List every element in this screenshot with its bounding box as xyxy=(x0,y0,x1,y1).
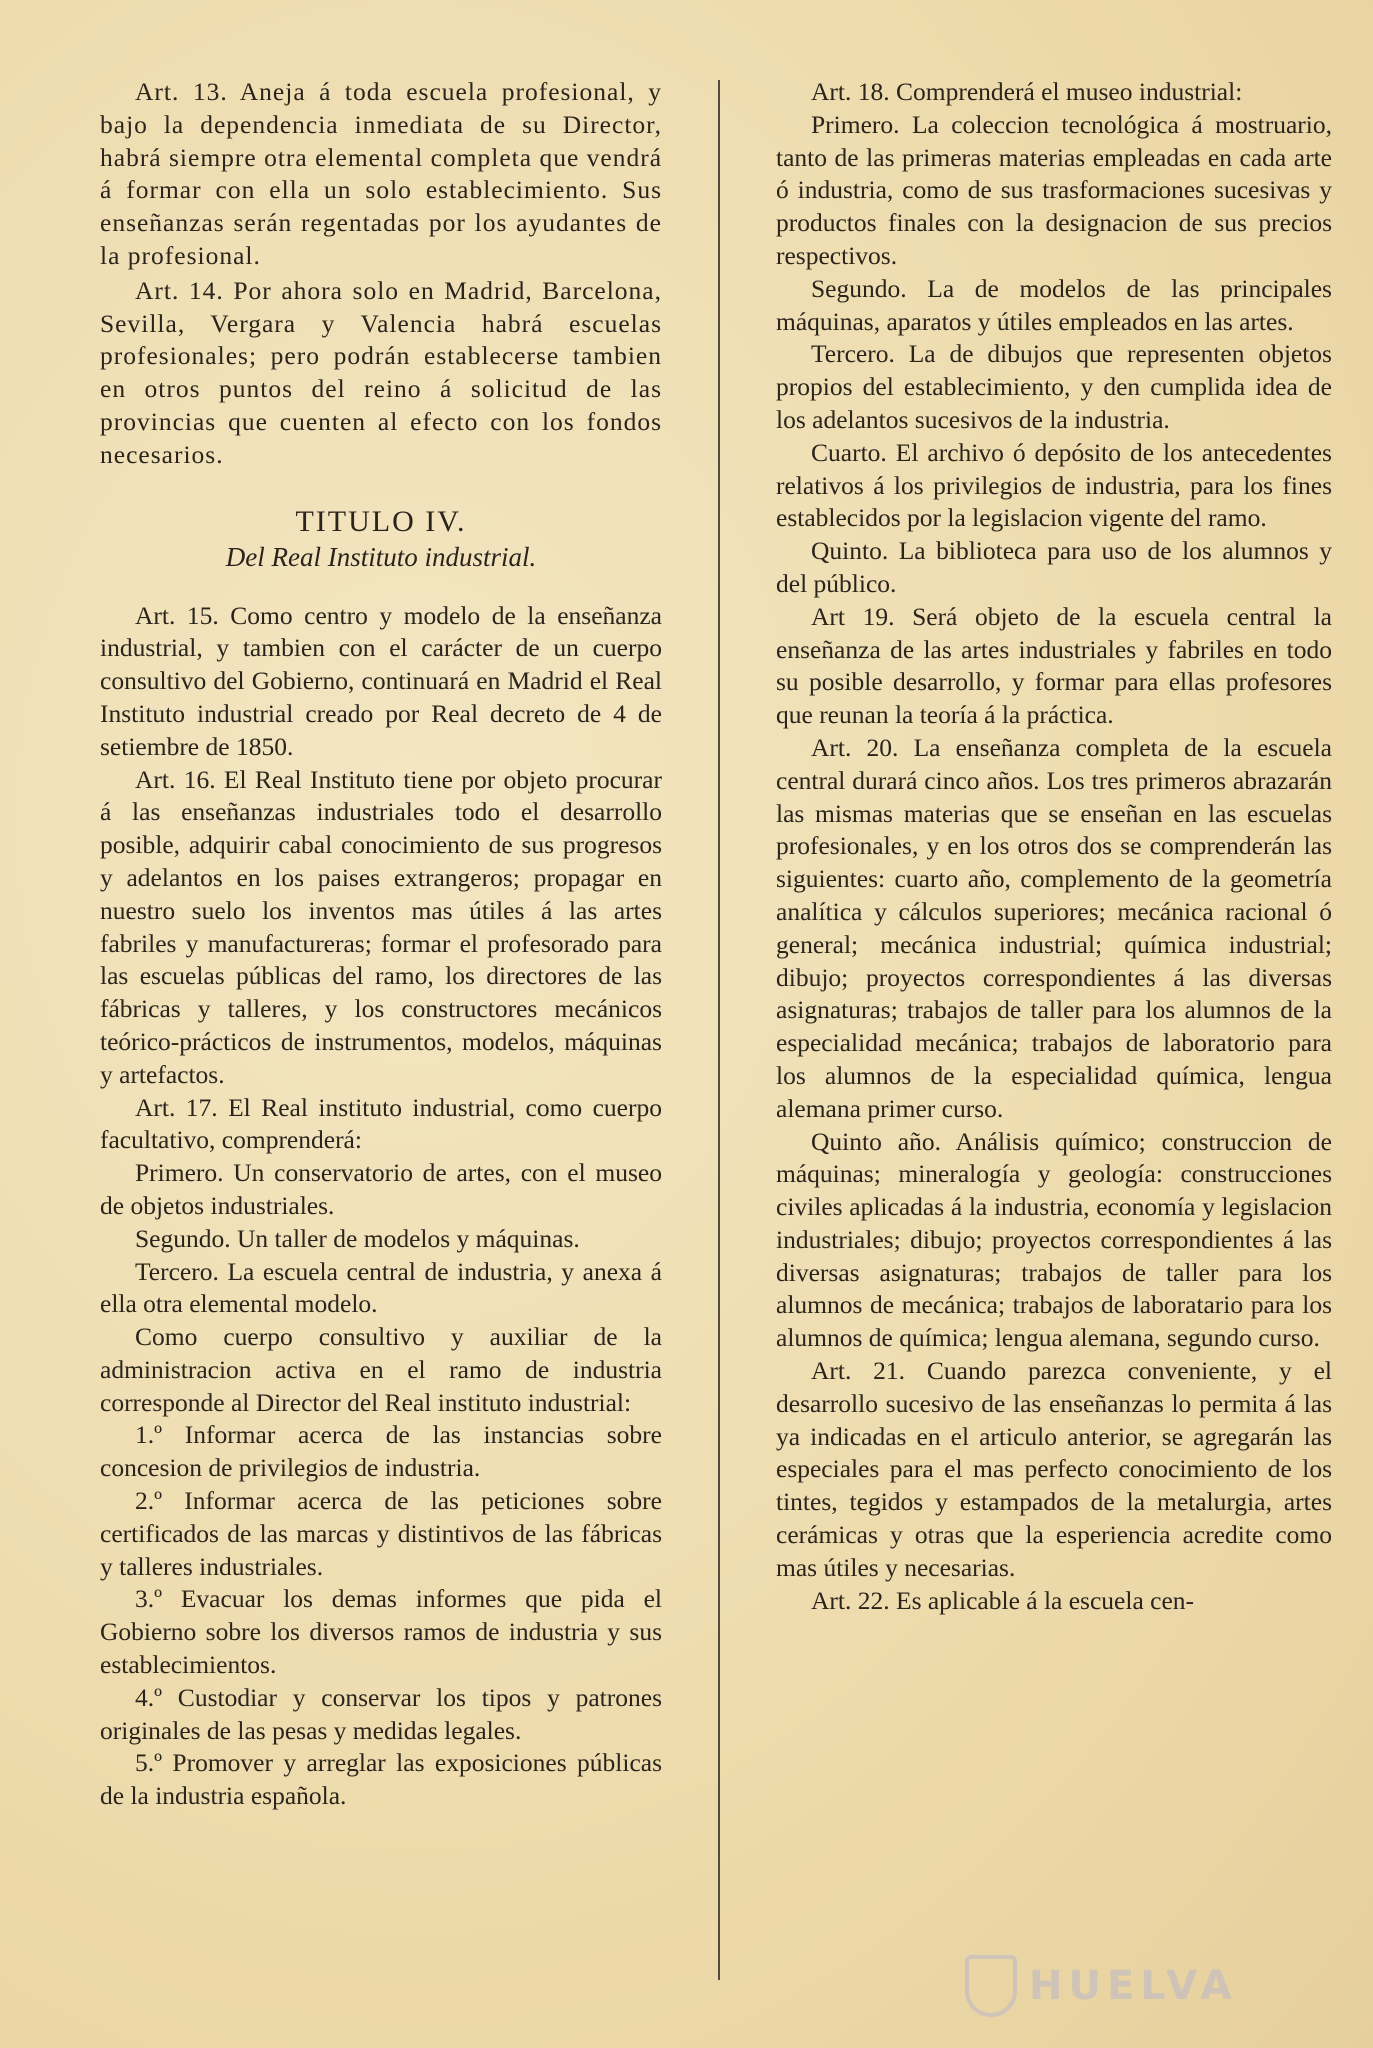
article-21: Art. 21. Cuando parezca conveniente, y el desarrollo sucesivo de las enseñanzas lo permita á las ya indicadas en el articulo anterior, se agregarán las especiales para el mas perfecto conocimiento de los tintes, tegidos y estampados de la metalurgia, artes cerámicas y otras que la esperiencia acredite como mas útiles y necesarias. xyxy=(776,1356,1332,1582)
duty-3: 3.º Evacuar los demas informes que pida el Gobierno sobre los diversos ramos de industria y sus establecimientos. xyxy=(100,1584,662,1680)
watermark-text: HUELVA xyxy=(1029,1963,1238,2009)
list-item-primero: Primero. Un conservatorio de artes, con el museo de objetos industriales. xyxy=(100,1158,662,1220)
article-15: Art. 15. Como centro y modelo de la enseñanza industrial, y tambien con el carácter de un cuerpo consultivo del Gobierno, continuará en Madrid el Real Instituto industrial creado por Real decreto de 4 de setiembre de 1850. xyxy=(100,600,662,761)
left-column xyxy=(100,76,662,1813)
article-19: Art 19. Será objeto de la escuela central la enseñanza de las artes industriales y fabriles en todo su posible desarrollo, y formar para ellas profesores que reunan la teoría á la práctica. xyxy=(776,601,1332,730)
museum-cuarto: Cuarto. El archivo ó depósito de los antecedentes relativos á los privilegios de industria, para los fines establecidos por la legislacion vigente del ramo. xyxy=(776,437,1332,533)
quinto-ano: Quinto año. Análisis químico; construccion de máquinas; mineralogía y geología: construcciones civiles aplicadas á la industria, economía y legislacion industriales; dibujo; proyectos correspondientes á las diversas asignaturas; trabajos de taller para los alumnos de mecánica; trabajos de laboratario para los alumnos de química; lengua alemana, segundo curso. xyxy=(776,1126,1332,1353)
section-subheading: Del Real Instituto industrial. xyxy=(225,541,537,572)
archive-watermark xyxy=(965,1955,1237,2017)
article-22: Art. 22. Es aplicable á la escuela cen- xyxy=(811,1585,1195,1615)
duty-5: 5.º Promover y arreglar las exposiciones públicas de la industria española. xyxy=(100,1748,662,1811)
museum-quinto: Quinto. La biblioteca para uso de los alumnos y del público. xyxy=(776,536,1332,598)
duty-1: 1.º Informar acerca de las instancias sobre concesion de privilegios de industria. xyxy=(100,1420,662,1483)
section-heading: TITULO IV. xyxy=(295,504,467,538)
article-18: Art. 18. Comprenderá el museo industrial: xyxy=(811,77,1243,106)
museum-primero: Primero. La coleccion tecnológica á mostruario, tanto de las primeras materias empleadas en cada arte ó industria, como de sus trasformaciones sucesivas y productos finales con la designacion de sus precios respectivos. xyxy=(776,109,1332,270)
duty-2: 2.º Informar acerca de las peticiones sobre certificados de las marcas y distintivos de las fábricas y talleres industriales. xyxy=(100,1486,662,1581)
duty-4: 4.º Custodiar y conservar los tipos y patrones originales de las pesas y medidas legales. xyxy=(100,1682,662,1745)
article-16: Art. 16. El Real Instituto tiene por objeto procurar á las enseñanzas industriales todo el desarrollo posible, adquirir cabal conocimiento de sus progresos y adelantos en los paises extrangeros; propagar en nuestro suelo los inventos mas útiles á las artes fabriles y manufactureras; formar el profesorado para las escuelas públicas del ramo, los directores de las fábricas y talleres, y los constructores mecánicos teórico-prácticos de instrumentos, modelos, máquinas y artefactos. xyxy=(100,764,662,1089)
article-13: Art. 13. Aneja á toda escuela profesional, y bajo la dependencia inmediata de su Director, habrá siempre otra elemental completa que vendrá á formar con ella un solo establecimiento. Sus enseñanzas serán regentadas por los ayudantes de la profesional. xyxy=(100,77,663,270)
article-17: Art. 17. El Real instituto industrial, como cuerpo facultativo, comprenderá: xyxy=(100,1092,662,1155)
crest-icon xyxy=(965,1955,1017,2017)
consultive-intro: Como cuerpo consultivo y auxiliar de la administracion activa en el ramo de industria corresponde al Director del Real instituto industrial: xyxy=(100,1322,662,1417)
article-14: Art. 14. Por ahora solo en Madrid, Barcelona, Sevilla, Vergara y Valencia habrá escuelas profesionales; pero podrán establecerse tambien en otros puntos del reino á solicitud de las provincias que cuenten al efecto con los fondos necesarios. xyxy=(100,275,662,469)
right-column xyxy=(776,76,1332,1617)
article-20: Art. 20. La enseñanza completa de la escuela central durará cinco años. Los tres primeros abrazarán las mismas materias que se enseñan en las escuelas profesionales, y en los otros dos se comprenderán las siguientes: cuarto año, complemento de la geometría analítica y cálculos superiores; mecánica racional ó general; mecánica industrial; química industrial; dibujo; proyectos correspondientes á las diversas asignaturas; trabajos de taller para los alumnos de la especialidad mecánica; trabajos de laboratorio para los alumnos de la especialidad química, lengua alemana primer curso. xyxy=(776,732,1332,1123)
list-item-segundo: Segundo. Un taller de modelos y máquinas. xyxy=(135,1223,580,1253)
museum-tercero: Tercero. La de dibujos que representen objetos propios del establecimiento, y den cumplida idea de los adelantos sucesivos de la industria. xyxy=(776,339,1332,434)
column-divider xyxy=(718,80,720,1980)
museum-segundo: Segundo. La de modelos de las principales máquinas, aparatos y útiles empleados en las artes. xyxy=(776,273,1332,336)
list-item-tercero: Tercero. La escuela central de industria, y anexa á ella otra elemental modelo. xyxy=(100,1256,662,1319)
